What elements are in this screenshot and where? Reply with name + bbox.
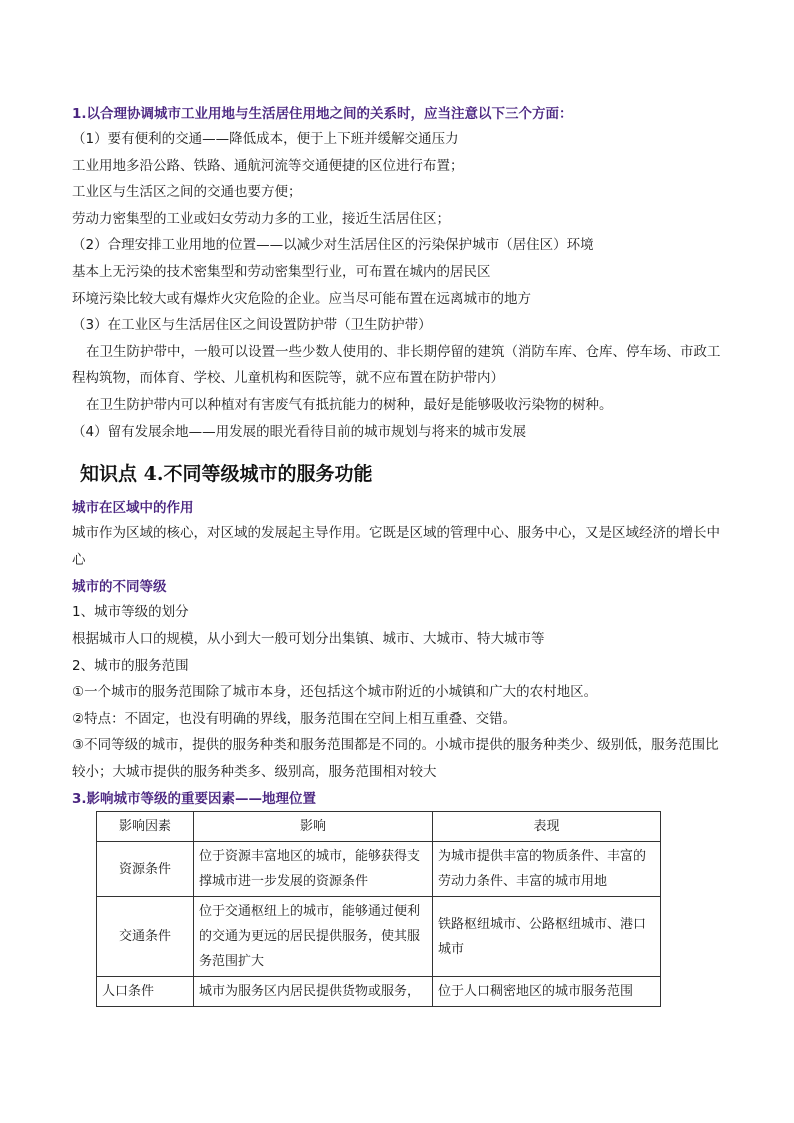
paragraph-line: ①一个城市的服务范围除了城市本身，还包括这个城市附近的小城镇和广大的农村地区。 [72,684,598,701]
table-cell: 交通条件 [97,897,194,977]
table-header-cell: 影响 [194,812,433,842]
table-cell: 城市为服务区内居民提供货物或服务， [194,977,433,1007]
table-cell: 位于人口稠密地区的城市服务范围 [433,977,661,1007]
table-row [97,897,661,977]
table-header-cell: 影响因素 [97,812,194,842]
paragraph-line: 劳动力密集型的工业或妇女劳动力多的工业，接近生活居住区； [72,210,450,227]
table-row [97,977,661,1007]
paragraph-line: 基本上无污染的技术密集型和劳动密集型行业，可布置在城内的居民区 [72,263,491,280]
table-cell: 铁路枢纽城市、公路枢纽城市、港口城市 [433,897,661,977]
section-title-land-use: 1.以合理协调城市工业用地与生活居住用地之间的关系时，应当注意以下三个方面： [72,106,573,122]
subheading-city-role: 城市在区域中的作用 [72,500,194,517]
paragraph-line: 根据城市人口的规模，从小到大一般可划分出集镇、城市、大城市、特大城市等 [72,630,545,647]
paragraph-city-role: 城市作为区域的核心，对区域的发展起主导作用。它既是区域的管理中心、服务中心，又是区域经济的增长中心 [72,525,720,568]
subheading-city-levels: 城市的不同等级 [72,579,167,596]
table-cell: 位于交通枢纽上的城市，能够通过便利的交通为更远的居民提供服务，使其服务范围扩大 [194,897,433,977]
factor-table [96,811,661,1007]
table-cell: 资源条件 [97,842,194,897]
paragraph-line: （1）要有便利的交通——降低成本，便于上下班并缓解交通压力 [72,131,459,147]
paragraph-line: 2、城市的服务范围 [72,657,189,674]
table-header-cell: 表现 [433,812,661,842]
table-cell: 位于资源丰富地区的城市，能够获得支撑城市进一步发展的资源条件 [194,842,433,897]
paragraph-line: ③不同等级的城市，提供的服务种类和服务范围都是不同的。小城市提供的服务种类少、级别低，服务范围比较小；大城市提供的服务种类多、级别高，服务范围相对较大 [72,737,719,780]
table-cell: 人口条件 [97,977,194,1007]
paragraph-line: 工业区与生活区之间的交通也要方便； [72,184,302,201]
paragraph-line: 环境污染比较大或有爆炸火灾危险的企业。应当尽可能布置在远离城市的地方 [72,290,531,307]
table-row [97,842,661,897]
paragraph-line: （2）合理安排工业用地的位置——以减少对生活居住区的污染保护城市（居住区）环境 [72,237,594,254]
document-body [72,102,732,1007]
paragraph-line: 工业用地多沿公路、铁路、通航河流等交通便捷的区位进行布置； [72,157,464,174]
subheading-geographic-location: 3.影响城市等级的重要因素——地理位置 [72,791,317,808]
paragraph-line: 在卫生防护带内可以种植对有害废气有抵抗能力的树种，最好是能够吸收污染物的树种。 [86,396,613,413]
paragraph-protection-zone: 在卫生防护带中，一般可以设置一些少数人使用的、非长期停留的建筑（消防车库、仓库、停车场、市政工程构筑物，而体育、学校、儿童机构和医院等，就不应布置在防护带内） [72,343,721,387]
paragraph-line: ②特点：不固定，也没有明确的界线，服务范围在空间上相互重叠、交错。 [72,710,517,727]
table-header-row [97,812,661,842]
paragraph-line: 1、城市等级的划分 [72,604,189,621]
table-cell: 为城市提供丰富的物质条件、丰富的劳动力条件、丰富的城市用地 [433,842,661,897]
knowledge-point-heading: 知识点 4.不同等级城市的服务功能 [80,463,373,486]
paragraph-line: （3）在工业区与生活居住区之间设置防护带（卫生防护带） [72,317,432,334]
paragraph-line: （4）留有发展余地——用发展的眼光看待目前的城市规划与将来的城市发展 [72,423,527,440]
